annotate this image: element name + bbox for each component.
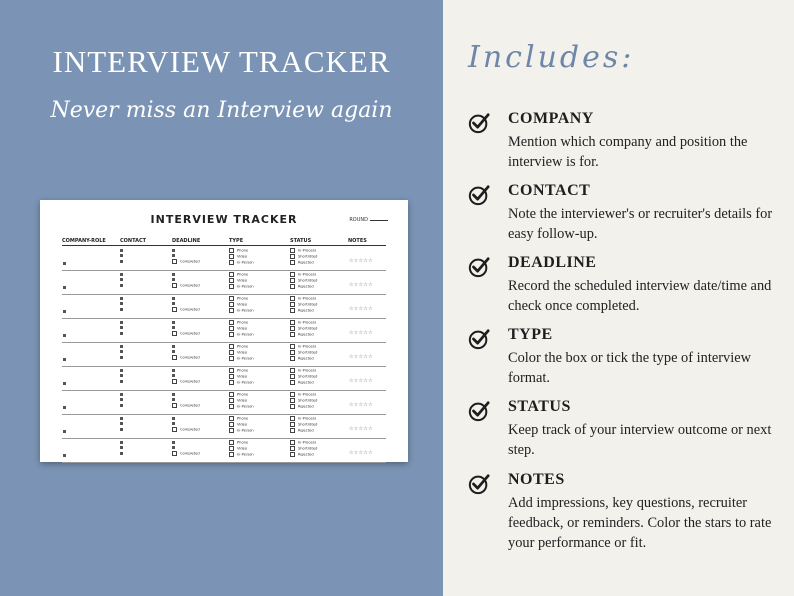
tracker-row — [62, 415, 386, 439]
col-type: TYPE — [229, 238, 244, 244]
status-option: In-Process — [298, 392, 317, 397]
tracker-row — [62, 295, 386, 319]
deadline-cell — [172, 416, 200, 433]
include-item-title: DEADLINE — [508, 254, 597, 271]
calendar-icon — [172, 393, 175, 396]
type-option: Video — [237, 302, 248, 307]
completed-label: Completed — [180, 379, 200, 384]
status-checkbox[interactable] — [290, 452, 295, 457]
status-checkbox[interactable] — [290, 284, 295, 289]
rating-stars[interactable]: ☆☆☆☆☆ — [349, 354, 373, 360]
status-checkbox[interactable] — [290, 446, 295, 451]
type-checkbox[interactable] — [229, 284, 234, 289]
status-option: Rejected — [298, 452, 314, 457]
rating-stars[interactable]: ☆☆☆☆☆ — [349, 450, 373, 456]
type-option: In-Person — [237, 308, 254, 313]
include-item-desc: Mention which company and position the interview is for. — [508, 134, 748, 170]
tracker-row — [62, 439, 386, 463]
status-option: In-Process — [298, 296, 317, 301]
person-icon — [120, 441, 123, 444]
completed-checkbox[interactable] — [172, 427, 177, 432]
type-checkbox[interactable] — [229, 440, 234, 445]
mail-icon — [120, 356, 123, 359]
status-option: Shortlisted — [298, 446, 318, 451]
status-option: In-Process — [298, 320, 317, 325]
status-option: In-Process — [298, 416, 317, 421]
briefcase-icon — [63, 285, 66, 291]
type-checkbox[interactable] — [229, 356, 234, 361]
calendar-icon — [172, 273, 175, 276]
col-status: STATUS — [290, 238, 312, 244]
calendar-icon — [172, 345, 175, 348]
status-checkbox[interactable] — [290, 392, 295, 397]
status-option: In-Process — [298, 248, 317, 253]
contact-icons — [120, 320, 123, 337]
status-checkbox[interactable] — [290, 368, 295, 373]
rating-stars[interactable]: ☆☆☆☆☆ — [349, 426, 373, 432]
phone-icon — [120, 254, 123, 257]
status-checkbox[interactable] — [290, 272, 295, 277]
phone-icon — [120, 350, 123, 353]
tracker-rows — [62, 247, 386, 463]
mail-icon — [120, 260, 123, 263]
contact-icons — [120, 344, 123, 361]
clock-icon — [172, 350, 175, 353]
status-checkbox[interactable] — [290, 428, 295, 433]
type-checkbox[interactable] — [229, 278, 234, 283]
type-checkbox[interactable] — [229, 446, 234, 451]
type-cell — [229, 248, 254, 266]
briefcase-icon — [63, 381, 66, 387]
type-checkbox[interactable] — [229, 428, 234, 433]
briefcase-icon — [63, 453, 66, 459]
rating-stars[interactable]: ☆☆☆☆☆ — [349, 402, 373, 408]
type-checkbox[interactable] — [229, 452, 234, 457]
completed-checkbox[interactable] — [172, 451, 177, 456]
deadline-cell — [172, 344, 200, 361]
phone-icon — [120, 398, 123, 401]
mail-icon — [120, 452, 123, 455]
mail-icon — [120, 380, 123, 383]
checkmark-circle-icon — [468, 112, 490, 134]
tracker-row — [62, 319, 386, 343]
type-option: In-Person — [237, 284, 254, 289]
preview-title: INTERVIEW TRACKER — [150, 213, 298, 226]
deadline-cell — [172, 320, 200, 337]
contact-icons — [120, 440, 123, 457]
type-checkbox[interactable] — [229, 320, 234, 325]
status-option: Shortlisted — [298, 302, 318, 307]
clock-icon — [172, 302, 175, 305]
completed-label: Completed — [180, 283, 200, 288]
completed-label: Completed — [180, 427, 200, 432]
completed-checkbox[interactable] — [172, 259, 177, 264]
phone-icon — [120, 326, 123, 329]
include-item-desc: Note the interviewer's or recruiter's details for easy follow-up. — [508, 206, 773, 242]
round-label: ROUND — [349, 217, 368, 223]
mail-icon — [120, 284, 123, 287]
type-checkbox[interactable] — [229, 332, 234, 337]
status-checkbox[interactable] — [290, 374, 295, 379]
tracker-row — [62, 247, 386, 271]
type-checkbox[interactable] — [229, 380, 234, 385]
type-cell — [229, 320, 254, 338]
type-option: In-Person — [237, 404, 254, 409]
status-checkbox[interactable] — [290, 260, 295, 265]
tracker-row — [62, 391, 386, 415]
include-item-title: CONTACT — [508, 182, 591, 199]
completed-label: Completed — [180, 451, 200, 456]
type-option: Video — [237, 326, 248, 331]
completed-label: Completed — [180, 403, 200, 408]
type-option: In-Person — [237, 356, 254, 361]
type-checkbox[interactable] — [229, 422, 234, 427]
clock-icon — [172, 278, 175, 281]
clock-icon — [172, 254, 175, 257]
checkmark-circle-icon — [468, 184, 490, 206]
type-cell — [229, 392, 254, 410]
type-option: Phone — [237, 320, 249, 325]
status-checkbox[interactable] — [290, 302, 295, 307]
briefcase-icon — [63, 309, 66, 315]
header-rule — [62, 245, 386, 246]
round-field — [349, 217, 388, 223]
status-option: In-Process — [298, 440, 317, 445]
tracker-row — [62, 343, 386, 367]
col-contact: CONTACT — [120, 238, 147, 244]
person-icon — [120, 321, 123, 324]
type-cell — [229, 440, 254, 458]
calendar-icon — [172, 321, 175, 324]
contact-icons — [120, 272, 123, 289]
type-checkbox[interactable] — [229, 398, 234, 403]
status-checkbox[interactable] — [290, 404, 295, 409]
status-checkbox[interactable] — [290, 356, 295, 361]
briefcase-icon — [63, 405, 66, 411]
type-cell — [229, 368, 254, 386]
contact-icons — [120, 296, 123, 313]
status-option: Rejected — [298, 428, 314, 433]
type-checkbox[interactable] — [229, 308, 234, 313]
completed-checkbox[interactable] — [172, 355, 177, 360]
type-checkbox[interactable] — [229, 392, 234, 397]
type-option: Video — [237, 398, 248, 403]
status-checkbox[interactable] — [290, 320, 295, 325]
status-cell — [290, 296, 317, 314]
person-icon — [120, 345, 123, 348]
status-option: In-Process — [298, 272, 317, 277]
calendar-icon — [172, 441, 175, 444]
status-checkbox[interactable] — [290, 308, 295, 313]
completed-checkbox[interactable] — [172, 283, 177, 288]
completed-checkbox[interactable] — [172, 403, 177, 408]
type-checkbox[interactable] — [229, 326, 234, 331]
calendar-icon — [172, 417, 175, 420]
mail-icon — [120, 332, 123, 335]
type-option: In-Person — [237, 428, 254, 433]
type-checkbox[interactable] — [229, 302, 234, 307]
include-item-title: NOTES — [508, 471, 565, 488]
type-cell — [229, 296, 254, 314]
status-checkbox[interactable] — [290, 416, 295, 421]
type-option: Video — [237, 278, 248, 283]
type-option: In-Person — [237, 380, 254, 385]
briefcase-icon — [63, 429, 66, 435]
status-option: In-Process — [298, 344, 317, 349]
completed-label: Completed — [180, 259, 200, 264]
deadline-cell — [172, 296, 200, 313]
type-option: Phone — [237, 392, 249, 397]
clock-icon — [172, 326, 175, 329]
person-icon — [120, 273, 123, 276]
deadline-cell — [172, 392, 200, 409]
type-checkbox[interactable] — [229, 416, 234, 421]
phone-icon — [120, 302, 123, 305]
clock-icon — [172, 446, 175, 449]
type-checkbox[interactable] — [229, 344, 234, 349]
contact-icons — [120, 416, 123, 433]
checkmark-circle-icon — [468, 328, 490, 350]
status-option: Rejected — [298, 404, 314, 409]
include-item-title: TYPE — [508, 326, 553, 343]
briefcase-icon — [63, 333, 66, 339]
phone-icon — [120, 278, 123, 281]
checkmark-circle-icon — [468, 400, 490, 422]
include-item-title: COMPANY — [508, 110, 594, 127]
status-checkbox[interactable] — [290, 380, 295, 385]
col-deadline: DEADLINE — [172, 238, 201, 244]
completed-label: Completed — [180, 331, 200, 336]
calendar-icon — [172, 249, 175, 252]
deadline-cell — [172, 272, 200, 289]
clock-icon — [172, 398, 175, 401]
include-item-desc: Keep track of your interview outcome or next step. — [508, 422, 772, 458]
calendar-icon — [172, 369, 175, 372]
status-cell — [290, 320, 317, 338]
status-checkbox[interactable] — [290, 296, 295, 301]
mail-icon — [120, 308, 123, 311]
status-cell — [290, 248, 317, 266]
type-option: Video — [237, 254, 248, 259]
checkmark-circle-icon — [468, 473, 490, 495]
deadline-cell — [172, 248, 200, 265]
status-option: Rejected — [298, 356, 314, 361]
status-checkbox[interactable] — [290, 344, 295, 349]
type-option: Phone — [237, 296, 249, 301]
hero-title: INTERVIEW TRACKER — [52, 44, 391, 79]
type-option: Video — [237, 422, 248, 427]
type-checkbox[interactable] — [229, 296, 234, 301]
tracker-row — [62, 271, 386, 295]
status-checkbox[interactable] — [290, 332, 295, 337]
status-option: Shortlisted — [298, 278, 318, 283]
status-checkbox[interactable] — [290, 248, 295, 253]
col-notes: NOTES — [348, 238, 367, 244]
deadline-cell — [172, 440, 200, 457]
col-company-role: COMPANY-ROLE — [62, 238, 106, 244]
type-option: Video — [237, 374, 248, 379]
type-checkbox[interactable] — [229, 254, 234, 259]
briefcase-icon — [63, 261, 66, 267]
clock-icon — [172, 422, 175, 425]
rating-stars[interactable]: ☆☆☆☆☆ — [349, 306, 373, 312]
status-cell — [290, 416, 317, 434]
type-checkbox[interactable] — [229, 368, 234, 373]
include-item-desc: Record the scheduled interview date/time and check once completed. — [508, 278, 772, 314]
status-option: Shortlisted — [298, 374, 318, 379]
type-option: In-Person — [237, 260, 254, 265]
person-icon — [120, 249, 123, 252]
clock-icon — [172, 374, 175, 377]
type-checkbox[interactable] — [229, 404, 234, 409]
type-option: Phone — [237, 344, 249, 349]
status-checkbox[interactable] — [290, 422, 295, 427]
type-checkbox[interactable] — [229, 272, 234, 277]
contact-icons — [120, 392, 123, 409]
person-icon — [120, 297, 123, 300]
rating-stars[interactable]: ☆☆☆☆☆ — [349, 378, 373, 384]
type-option: Video — [237, 350, 248, 355]
include-item-desc: Color the box or tick the type of interview format. — [508, 350, 751, 386]
rating-stars[interactable]: ☆☆☆☆☆ — [349, 330, 373, 336]
type-checkbox[interactable] — [229, 350, 234, 355]
phone-icon — [120, 374, 123, 377]
type-checkbox[interactable] — [229, 248, 234, 253]
status-cell — [290, 272, 317, 290]
person-icon — [120, 417, 123, 420]
completed-label: Completed — [180, 307, 200, 312]
status-option: In-Process — [298, 368, 317, 373]
deadline-cell — [172, 368, 200, 385]
completed-checkbox[interactable] — [172, 331, 177, 336]
person-icon — [120, 393, 123, 396]
include-item-title: STATUS — [508, 398, 571, 415]
status-option: Rejected — [298, 308, 314, 313]
contact-icons — [120, 248, 123, 265]
type-option: In-Person — [237, 452, 254, 457]
status-checkbox[interactable] — [290, 440, 295, 445]
rating-stars[interactable]: ☆☆☆☆☆ — [349, 258, 373, 264]
type-checkbox[interactable] — [229, 260, 234, 265]
type-option: Phone — [237, 368, 249, 373]
type-cell — [229, 344, 254, 362]
person-icon — [120, 369, 123, 372]
type-option: Phone — [237, 248, 249, 253]
briefcase-icon — [63, 357, 66, 363]
status-checkbox[interactable] — [290, 254, 295, 259]
tracker-preview — [40, 200, 408, 462]
mail-icon — [120, 404, 123, 407]
include-item-desc: Add impressions, key questions, recruiter feedback, or reminders. Color the stars to rate your performance or fit. — [508, 495, 772, 551]
rating-stars[interactable]: ☆☆☆☆☆ — [349, 282, 373, 288]
contact-icons — [120, 368, 123, 385]
status-option: Shortlisted — [298, 422, 318, 427]
status-option: Rejected — [298, 332, 314, 337]
status-cell — [290, 440, 317, 458]
type-option: Phone — [237, 440, 249, 445]
completed-label: Completed — [180, 355, 200, 360]
status-option: Rejected — [298, 284, 314, 289]
phone-icon — [120, 422, 123, 425]
status-checkbox[interactable] — [290, 326, 295, 331]
status-option: Shortlisted — [298, 398, 318, 403]
status-cell — [290, 344, 317, 362]
mail-icon — [120, 428, 123, 431]
status-option: Rejected — [298, 380, 314, 385]
status-cell — [290, 368, 317, 386]
status-checkbox[interactable] — [290, 350, 295, 355]
type-checkbox[interactable] — [229, 374, 234, 379]
status-option: Shortlisted — [298, 350, 318, 355]
calendar-icon — [172, 297, 175, 300]
tracker-row — [62, 367, 386, 391]
status-option: Shortlisted — [298, 326, 318, 331]
status-checkbox[interactable] — [290, 278, 295, 283]
status-option: Shortlisted — [298, 254, 318, 259]
status-cell — [290, 392, 317, 410]
checkmark-circle-icon — [468, 256, 490, 278]
status-checkbox[interactable] — [290, 398, 295, 403]
completed-checkbox[interactable] — [172, 379, 177, 384]
type-option: Phone — [237, 416, 249, 421]
type-cell — [229, 416, 254, 434]
completed-checkbox[interactable] — [172, 307, 177, 312]
type-option: Video — [237, 446, 248, 451]
type-option: Phone — [237, 272, 249, 277]
phone-icon — [120, 446, 123, 449]
status-option: Rejected — [298, 260, 314, 265]
includes-title: Includes: — [468, 40, 635, 75]
type-option: In-Person — [237, 332, 254, 337]
hero-tagline: Never miss an Interview again — [50, 98, 393, 123]
type-cell — [229, 272, 254, 290]
